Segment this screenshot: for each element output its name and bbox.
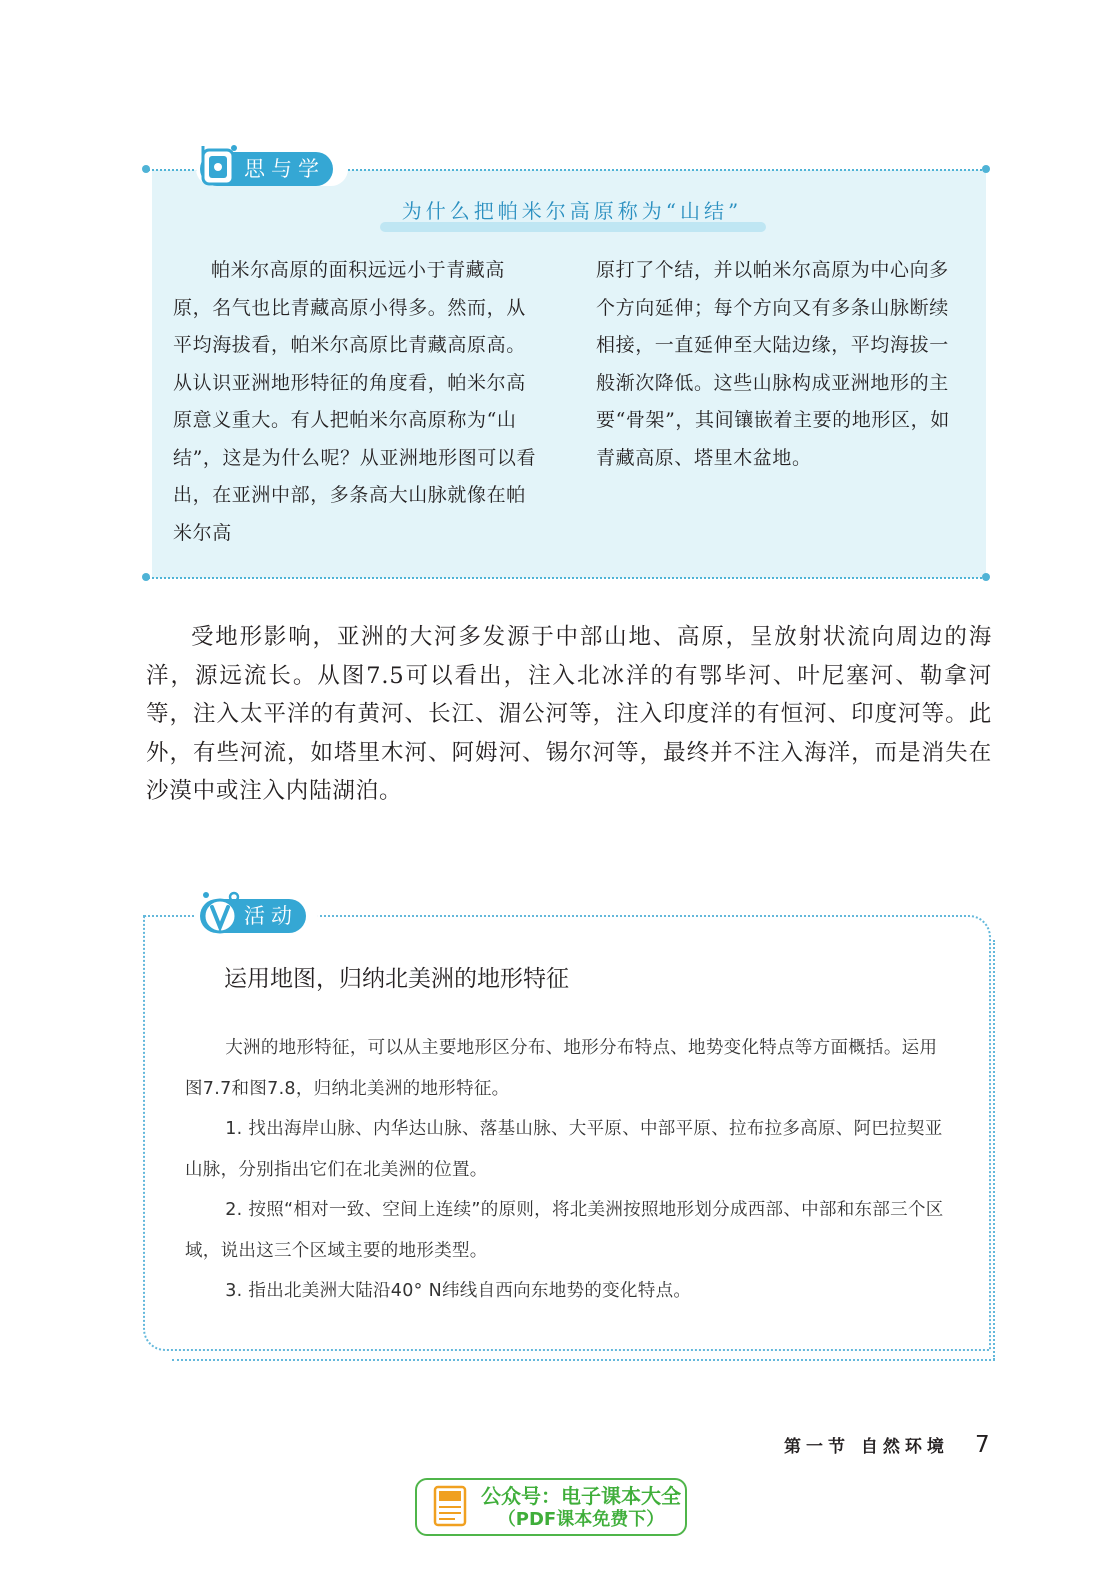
footer-section-title: 第一节 自然环境 (784, 1437, 949, 1457)
think-right-text: 原打了个结，并以帕米尔高原为中心向多个方向延伸；每个方向又有多条山脉断续相接，一直延伸至大陆边缘，平均海拔一般渐次降低。这些山脉构成亚洲地形的主要“骨架”，其间镶嵌着主要的地形区，如青藏高原、塔里木盆地。 (596, 259, 950, 469)
activity-title: 运用地图，归纳北美洲的地形特征 (224, 966, 569, 992)
think-badge-pill (200, 152, 333, 186)
think-right-column (596, 252, 962, 477)
activity-item-3: 3. 指出北美洲大陆沿40° N纬线自西向东地势的变化特点。 (225, 1281, 692, 1301)
activity-bottom-shadow-line (172, 1359, 995, 1361)
think-bottom-dotline (148, 577, 986, 579)
activity-badge (200, 899, 306, 933)
think-bottom-left-dot (142, 573, 150, 581)
think-title: 为什么把帕米尔高原称为“山结” (401, 199, 743, 223)
think-left-text: 帕米尔高原的面积远远小于青藏高原，名气也比青藏高原小得多。然而，从平均海拔看，帕米尔高原比青藏高原高。从认识亚洲地形特征的角度看，帕米尔高原意义重大。有人把帕米尔高原称为“山结”，这是为什么呢？从亚洲地形图可以看出，在亚洲中部，多条高大山脉就像在帕米尔高 (173, 259, 537, 544)
activity-item-1: 1. 找出海岸山脉、内华达山脉、落基山脉、大平原、中部平原、拉布拉多高原、阿巴拉契亚山脉，分别指出它们在北美洲的位置。 (185, 1119, 943, 1180)
book-lamp-icon (200, 142, 244, 190)
watermark-badge (415, 1478, 687, 1536)
main-body (146, 618, 992, 811)
think-left-column (173, 252, 539, 552)
activity-badge-label: 活动 (244, 904, 298, 928)
think-bottom-right-dot (982, 573, 990, 581)
main-paragraph: 受地形影响，亚洲的大河多发源于中部山地、高原，呈放射状流向周边的海洋，源远流长。从图7.5可以看出，注入北冰洋的有鄂毕河、叶尼塞河、勒拿河等，注入太平洋的有黄河、长江、湄公河等，注入印度洋的有恒河、印度河等。此外，有些河流，如塔里木河、阿姆河、锡尔河等，最终并不注入海洋，而是消失在沙漠中或注入内陆湖泊。 (146, 624, 992, 805)
activity-icon (200, 889, 244, 937)
watermark-line1: 公众号：电子课本大全 (481, 1484, 681, 1508)
watermark-line2: （PDF课本免费下） (497, 1509, 665, 1530)
think-top-left-dot (142, 165, 150, 173)
activity-intro: 大洲的地形特征，可以从主要地形区分布、地形分布特点、地势变化特点等方面概括。运用图7.7和图7.8，归纳北美洲的地形特征。 (185, 1038, 938, 1099)
think-badge-label: 思与学 (244, 157, 325, 181)
page-number: 7 (975, 1432, 990, 1458)
textbook-icon (429, 1485, 475, 1531)
activity-body (185, 1028, 955, 1312)
activity-item-2: 2. 按照“相对一致、空间上连续”的原则，将北美洲按照地形划分成西部、中部和东部三个区域，说出这三个区域主要的地形类型。 (185, 1200, 944, 1261)
think-top-right-dot (982, 165, 990, 173)
activity-right-shadow-line (993, 940, 995, 1360)
